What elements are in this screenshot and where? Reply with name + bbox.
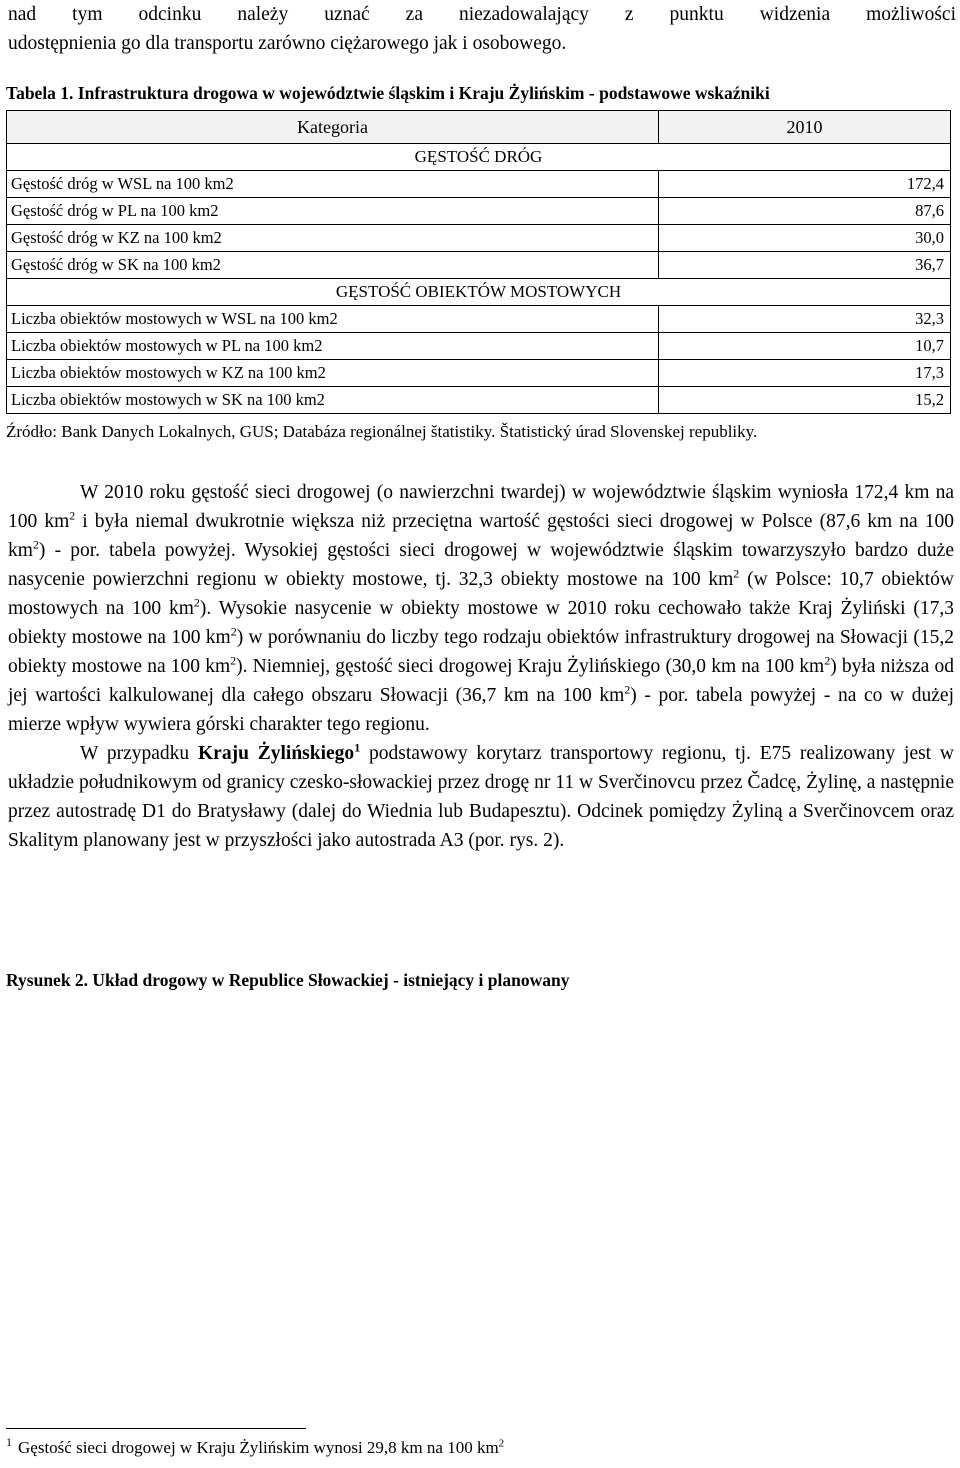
- row-value: 87,6: [659, 198, 951, 225]
- row-value: 36,7: [659, 252, 951, 279]
- infrastructure-table: [6, 110, 951, 414]
- superscript: 2: [32, 537, 39, 552]
- text-run: W 2010 roku gęstość sieci drogowej (o nawierzchni twardej) w województwie śląskim wyniosła 172,4 km na 100 km: [8, 482, 954, 532]
- row-label: Liczba obiektów mostowych w WSL na 100 km2: [7, 306, 659, 333]
- intro-line-2: udostępnienia go dla transportu zarówno ciężarowego jak i osobowego.: [8, 33, 567, 54]
- table-row: [7, 171, 951, 198]
- table-row: [7, 252, 951, 279]
- superscript: 2: [193, 595, 200, 610]
- footnote-mark: 1: [6, 1435, 12, 1450]
- row-value: 15,2: [659, 387, 951, 414]
- header-year: 2010: [659, 111, 951, 144]
- text-run: ). Wysokie nasycenie w obiekty mostowe w 2010 roku cechowało także Kraj Żyliński (17,3 obiekty mostowe na 100 km: [8, 598, 955, 648]
- row-label: Gęstość dróg w SK na 100 km2: [7, 252, 659, 279]
- superscript: 2: [230, 653, 237, 668]
- text-run: ) była niższa od jej wartości kalkulowanej dla całego obszaru Słowacji (36,7 km na 100 km: [8, 656, 954, 706]
- superscript: 2: [733, 566, 740, 581]
- table-row: [7, 306, 951, 333]
- intro-paragraph: [8, 0, 956, 58]
- table-header-row: [7, 111, 951, 144]
- text-run: podstawowy korytarz transportowy regionu, tj. E75 realizowany jest w układzie południkowym od granicy czesko-słowackiej przez drogę nr 11 w Sverčinovcu przez Čadcę, Żylinę, a następnie przez autostradę D1 do Bratysławy (dalej do Wiednia lub Budapesztu). Odcinek pomiędzy Żyliną a Sverčinovcem oraz Skalitym planowany jest w przyszłości jako autostrada A3 (por. rys. 2).: [8, 743, 955, 851]
- table-row: [7, 198, 951, 225]
- table-row: [7, 225, 951, 252]
- row-label: Gęstość dróg w KZ na 100 km2: [7, 225, 659, 252]
- row-value: 30,0: [659, 225, 951, 252]
- table-row: [7, 387, 951, 414]
- footnote-text: Gęstość sieci drogowej w Kraju Żylińskim wynosi 29,8 km na 100 km: [18, 1438, 499, 1457]
- text-run: i była niemal dwukrotnie większa niż przeciętna wartość gęstości sieci drogowej w Polsce (87,6 km na 100 km: [8, 511, 954, 561]
- text-run: (w Polsce: 10,7 obiektów mostowych na 100 km: [8, 569, 954, 619]
- region-name-bold: Kraju Żylińskiego: [198, 743, 355, 764]
- section-title-road-density: GĘSTOŚĆ DRÓG: [7, 144, 951, 171]
- table-row: [7, 333, 951, 360]
- paragraph-2: [8, 739, 954, 855]
- row-value: 10,7: [659, 333, 951, 360]
- row-label: Liczba obiektów mostowych w KZ na 100 km2: [7, 360, 659, 387]
- row-value: 17,3: [659, 360, 951, 387]
- table-source: Źródło: Bank Danych Lokalnych, GUS; Databáza regionálnej štatistiky. Štatistický úrad Slovenskej republiky.: [6, 422, 758, 441]
- text-run: ) - por. tabela powyżej - na co w dużej mierze wpływ wywiera górski charakter tego regionu.: [8, 685, 954, 735]
- row-label: Gęstość dróg w PL na 100 km2: [7, 198, 659, 225]
- row-label: Liczba obiektów mostowych w SK na 100 km2: [7, 387, 659, 414]
- row-label: Gęstość dróg w WSL na 100 km2: [7, 171, 659, 198]
- superscript: 2: [824, 653, 831, 668]
- paragraph-1: [8, 478, 954, 739]
- footnote-reference[interactable]: 1: [354, 740, 361, 755]
- superscript: 2: [498, 1437, 505, 1450]
- superscript: 2: [624, 682, 631, 697]
- superscript: 2: [69, 508, 76, 523]
- section-row: [7, 279, 951, 306]
- intro-line-1: nad tym odcinku należy uznać za niezadowalający z punktu widzenia możliwości: [8, 4, 956, 25]
- footnote: [6, 1435, 956, 1458]
- section-title-bridge-density: GĘSTOŚĆ OBIEKTÓW MOSTOWYCH: [7, 279, 951, 306]
- figure-caption: Rysunek 2. Układ drogowy w Republice Słowackiej - istniejący i planowany: [6, 970, 570, 990]
- section-row: [7, 144, 951, 171]
- footnote-separator: [6, 1428, 306, 1429]
- row-value: 32,3: [659, 306, 951, 333]
- text-run: W przypadku: [80, 743, 198, 764]
- row-value: 172,4: [659, 171, 951, 198]
- text-run: ) - por. tabela powyżej. Wysokiej gęstości sieci drogowej w województwie śląskim towarzyszyło bardzo duże nasycenie powierzchni regionu w obiekty mostowe, tj. 32,3 obiekty mostowe na 100 km: [8, 540, 954, 590]
- table-caption: Tabela 1. Infrastruktura drogowa w województwie śląskim i Kraju Żylińskim - podstawowe wskaźniki: [6, 83, 770, 103]
- body-text: [8, 478, 954, 855]
- text-run: ) w porównaniu do liczby tego rodzaju obiektów infrastruktury drogowej na Słowacji (15,2 obiekty mostowe na 100 km: [8, 627, 954, 677]
- row-label: Liczba obiektów mostowych w PL na 100 km2: [7, 333, 659, 360]
- text-run: ). Niemniej, gęstość sieci drogowej Kraju Żylińskiego (30,0 km na 100 km: [236, 656, 825, 677]
- table-row: [7, 360, 951, 387]
- superscript: 2: [230, 624, 237, 639]
- header-category: Kategoria: [7, 111, 659, 144]
